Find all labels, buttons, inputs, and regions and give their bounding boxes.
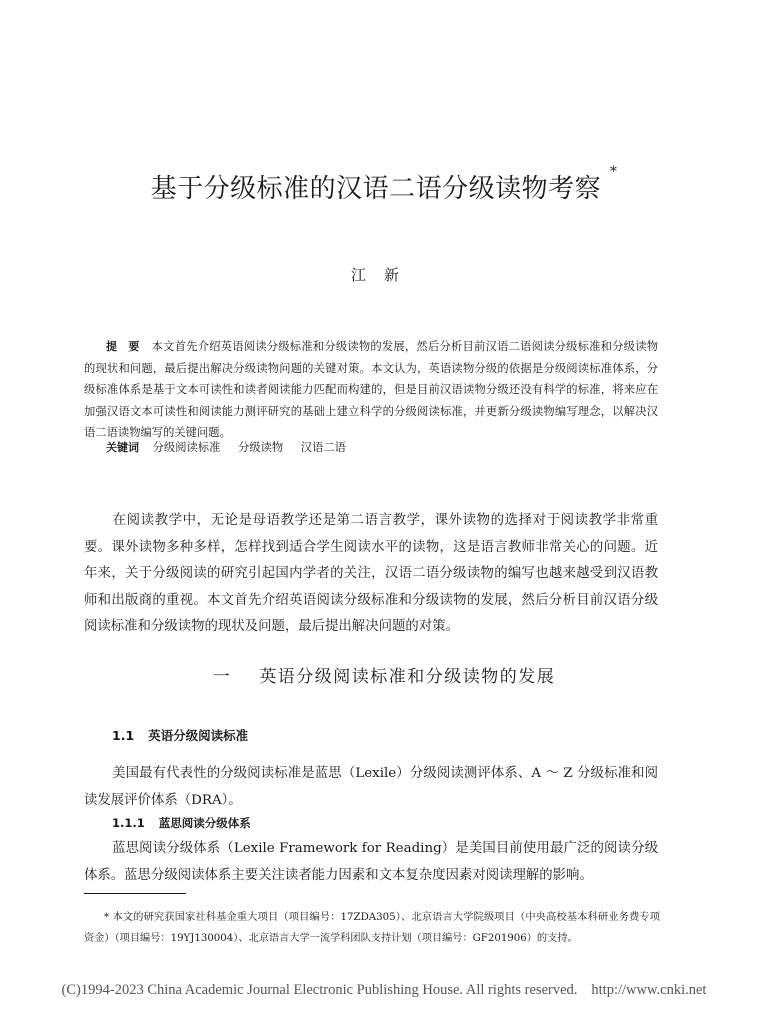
intro-paragraph-text: 在阅读教学中，无论是母语教学还是第二语言教学，课外读物的选择对于阅读教学非常重要。课外读物多种多样，怎样找到适合学生阅读水平的读物，这是语言教师非常关心的问题。近年来，关于分级阅读的研究引起国内学者的关注，汉语二语分级读物的编写也越来越受到汉语教师和出版商的重视。本文首先介绍英语阅读分级标准和分级读物的发展，然后分析目前汉语分级阅读标准和分级读物的现状及问题，最后提出解决问题的对策。 (84, 513, 658, 634)
section-title: 英语分级阅读标准 (148, 728, 249, 743)
keyword-item: 汉语二语 (300, 441, 346, 454)
section-title: 英语分级阅读标准和分级读物的发展 (259, 667, 556, 687)
section-number: 一 (212, 667, 232, 687)
abstract-label: 提 要 (106, 340, 140, 353)
section-1-1-1-paragraph (84, 836, 658, 889)
keyword-item: 分级读物 (237, 441, 284, 454)
keyword-item: 分级阅读标准 (152, 441, 221, 454)
section-number: 1.1 (112, 728, 135, 743)
section-1-1-paragraph (84, 761, 658, 814)
keywords (84, 437, 658, 458)
footnote-divider (84, 893, 186, 894)
section-title: 蓝思阅读分级体系 (158, 816, 251, 830)
article-title (0, 164, 768, 205)
section-number: 1.1.1 (112, 816, 145, 830)
copyright-notice: (C)1994-2023 China Academic Journal Electronic Publishing House. All rights reserved. (61, 982, 578, 998)
author-name: 江新 (350, 266, 417, 284)
copyright-line (0, 982, 768, 999)
intro-paragraph (84, 508, 658, 641)
abstract (84, 336, 658, 444)
copyright-url[interactable]: http://www.cnki.net (591, 982, 707, 998)
section-heading-1-1 (112, 726, 248, 744)
paragraph-text: 蓝思阅读分级体系（Lexile Framework for Reading）是美国目前使用最广泛的阅读分级体系。蓝思分级阅读体系主要关注读者能力因素和文本复杂度因素对阅读理解的影响。 (84, 841, 658, 883)
footnote (84, 907, 660, 949)
section-heading-1 (0, 662, 768, 687)
section-heading-1-1-1 (112, 815, 251, 831)
paragraph-text: 美国最有代表性的分级阅读标准是蓝思（Lexile）分级阅读测评体系、A ～ Z 分级标准和阅读发展评价体系（DRA）。 (84, 766, 658, 808)
footnote-text: * 本文的研究获国家社科基金重大项目（项目编号：17ZDA305）、北京语言大学院级项目（中央高校基本科研业务费专项资金）（项目编号：19YJ130004）、北京语言大学一流学科团队支持计划（项目编号：GF201906）的支持。 (84, 912, 660, 944)
title-footnote-mark: * (609, 164, 618, 180)
abstract-text: 本文首先介绍英语阅读分级标准和分级读物的发展，然后分析目前汉语二语阅读分级标准和分级读物的现状和问题，最后提出解决分级读物问题的关键对策。本文认为，英语读物分级的依据是分级阅读标准体系，分级标准体系是基于文本可读性和读者阅读能力匹配而构建的，但是目前汉语读物分级还没有科学的标准，将来应在加强汉语文本可读性和阅读能力测评研究的基础上建立科学的分级阅读标准，并更新分级读物编写理念，以解决汉语二语读物编写的关键问题。 (84, 340, 658, 439)
keywords-label: 关键词 (106, 441, 139, 454)
title-text: 基于分级标准的汉语二语分级读物考察 (150, 174, 602, 204)
